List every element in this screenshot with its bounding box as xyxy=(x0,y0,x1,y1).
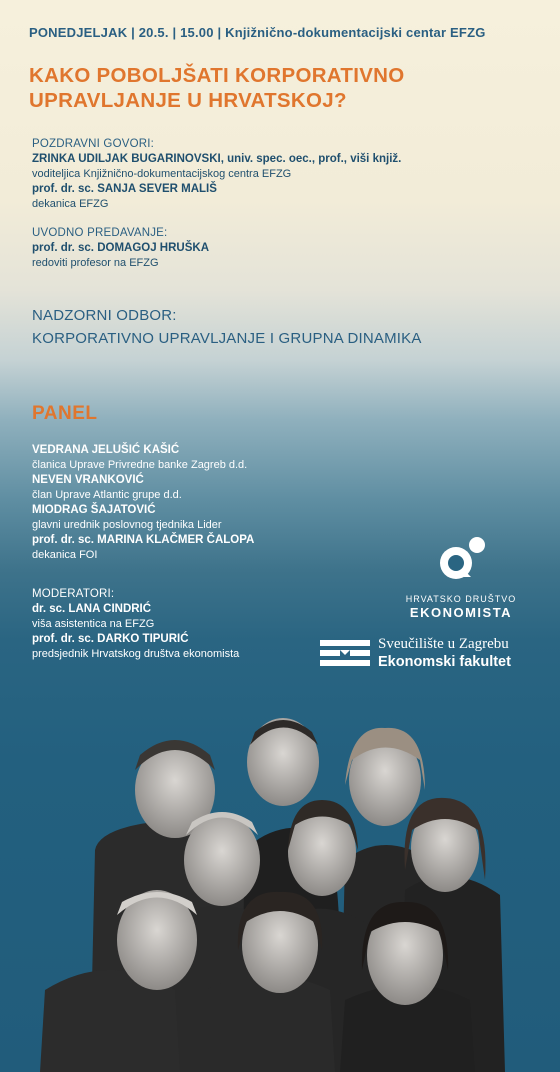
moderators-label: MODERATORI: xyxy=(32,588,115,600)
event-header: PONEDJELJAK | 20.5. | 15.00 | Knjižnično-dokumentacijski centar EFZG xyxy=(29,25,486,40)
speaker-prefix: prof. dr. sc. xyxy=(32,242,98,254)
welcome-label: POZDRAVNI GOVORI: xyxy=(32,138,155,150)
panel-list xyxy=(32,443,254,563)
panelist-role: glavni urednik poslovnog tjednika Lider xyxy=(32,519,222,531)
intro-label: UVODNO PREDAVANJE: xyxy=(32,227,168,239)
panelist-role: član Uprave Atlantic grupe d.d. xyxy=(32,489,182,501)
hde-name-line-1: HRVATSKO DRUŠTVO xyxy=(405,594,517,604)
speaker-name xyxy=(32,182,401,197)
panelist-name: MIODRAG ŠAJATOVIĆ xyxy=(32,504,156,516)
speaker-surname: SANJA SEVER MALIŠ xyxy=(97,183,217,195)
welcome-section xyxy=(32,137,401,271)
moderator-name: dr. sc. LANA CINDRIĆ xyxy=(32,603,152,615)
panelist-role: članica Uprave Privredne banke Zagreb d.d. xyxy=(32,459,248,471)
speaker-role: voditeljica Knjižnično-dokumentacijskog centra EFZG xyxy=(32,168,292,180)
event-title xyxy=(29,63,405,113)
speaker-role: dekanica EFZG xyxy=(32,198,109,210)
panelist-name: NEVEN VRANKOVIĆ xyxy=(32,474,144,486)
title-line-1: KAKO POBOLJŠATI KORPORATIVNO xyxy=(29,64,405,87)
intro-speaker-role: redoviti profesor na EFZG xyxy=(32,257,159,269)
efzg-logo xyxy=(320,636,511,671)
speaker-prefix: prof. dr. sc. xyxy=(32,183,98,195)
moderator-role: viša asistentica na EFZG xyxy=(32,618,155,630)
hde-logo-icon xyxy=(431,535,491,585)
title-line-2: UPRAVLJANJE U HRVATSKOJ? xyxy=(29,89,347,112)
topic-block xyxy=(32,304,422,350)
efzg-faculty: Ekonomski fakultet xyxy=(378,654,511,670)
moderators-list xyxy=(32,587,239,662)
panelist-role: dekanica FOI xyxy=(32,549,98,561)
intro-speaker-name xyxy=(32,241,401,256)
panel-title: PANEL xyxy=(32,403,98,424)
moderator-name: prof. dr. sc. DARKO TIPURIĆ xyxy=(32,633,189,645)
efzg-university: Sveučilište u Zagrebu xyxy=(378,636,509,652)
topic-line-1: NADZORNI ODBOR: xyxy=(32,307,177,324)
panelist-name: VEDRANA JELUŠIĆ KAŠIĆ xyxy=(32,444,180,456)
moderator-role: predsjednik Hrvatskog društva ekonomista xyxy=(32,648,240,660)
topic-line-2: KORPORATIVNO UPRAVLJANJE I GRUPNA DINAMIKA xyxy=(32,330,422,347)
speakers-group-photo xyxy=(0,700,560,1072)
speaker-name: ZRINKA UDILJAK BUGARINOVSKI, univ. spec. oec., prof., viši knjiž. xyxy=(32,153,402,165)
efzg-logo-icon xyxy=(320,638,372,670)
hde-logo xyxy=(396,535,526,620)
hde-name-line-2: EKONOMISTA xyxy=(409,605,513,620)
panelist-name: prof. dr. sc. MARINA KLAČMER ČALOPA xyxy=(32,534,255,546)
speaker-surname: DOMAGOJ HRUŠKA xyxy=(97,242,209,254)
